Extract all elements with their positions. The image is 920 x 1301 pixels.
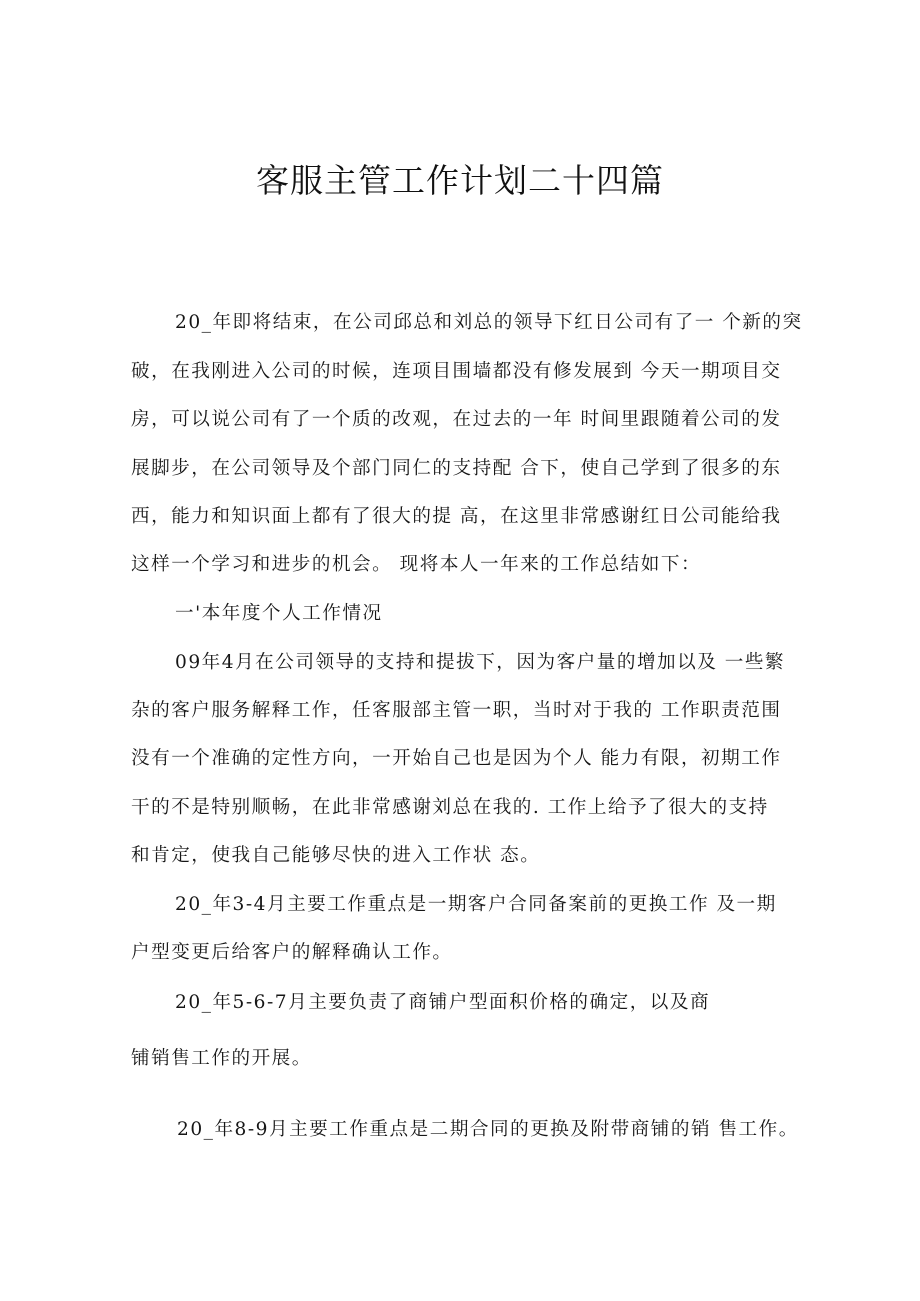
- paragraph-line: 铺销售工作的开展。: [131, 1048, 312, 1069]
- paragraph-line: 20_年5-6-7月主要负责了商铺户型面积价格的确定，以及商: [175, 992, 711, 1013]
- paragraph-line: 西，能力和知识面上都有了很大的提 高，在这里非常感谢红日公司能给我: [131, 506, 782, 527]
- paragraph-line: 20_年即将结束，在公司邱总和刘总的领导下红日公司有了一 个新的突: [175, 312, 803, 333]
- paragraph-line: 户型变更后给客户的解释确认工作。: [131, 942, 453, 963]
- paragraph-line: 展脚步，在公司领导及个部门同仁的支持配 合下，使自己学到了很多的东: [131, 458, 782, 479]
- document-title: 客服主管工作计划二十四篇: [256, 161, 664, 200]
- paragraph-line: 20_年3-4月主要工作重点是一期客户合同备案前的更换工作 及一期: [175, 894, 777, 915]
- paragraph-line: 破，在我刚进入公司的时候，连项目围墙都没有修发展到 今天一期项目交: [131, 361, 782, 382]
- paragraph-line: 干的不是特别顺畅，在此非常感谢刘总在我的. 工作上给予了很大的支持: [131, 797, 769, 818]
- paragraph-line: 杂的客户服务解释工作，任客服部主管一职，当时对于我的 工作职责范围: [131, 700, 782, 721]
- paragraph-line: 和肯定，使我自己能够尽快的进入工作状 态。: [131, 845, 541, 866]
- paragraph-line: 房，可以说公司有了一个质的改观，在过去的一年 时间里跟随着公司的发: [131, 409, 782, 430]
- section-heading: 一'本年度个人工作情况: [175, 603, 383, 624]
- paragraph-line: 这样一个学习和进步的机会。 现将本人一年来的工作总结如下：: [131, 554, 702, 575]
- paragraph-line: 20_年8-9月主要工作重点是二期合同的更换及附带商铺的销 售工作。: [177, 1119, 799, 1140]
- paragraph-line: 09年4月在公司领导的支持和提拔下，因为客户量的增加以及 一些繁: [175, 652, 786, 673]
- paragraph-line: 没有一个准确的定性方向，一开始自己也是因为个人 能力有限，初期工作: [131, 748, 782, 769]
